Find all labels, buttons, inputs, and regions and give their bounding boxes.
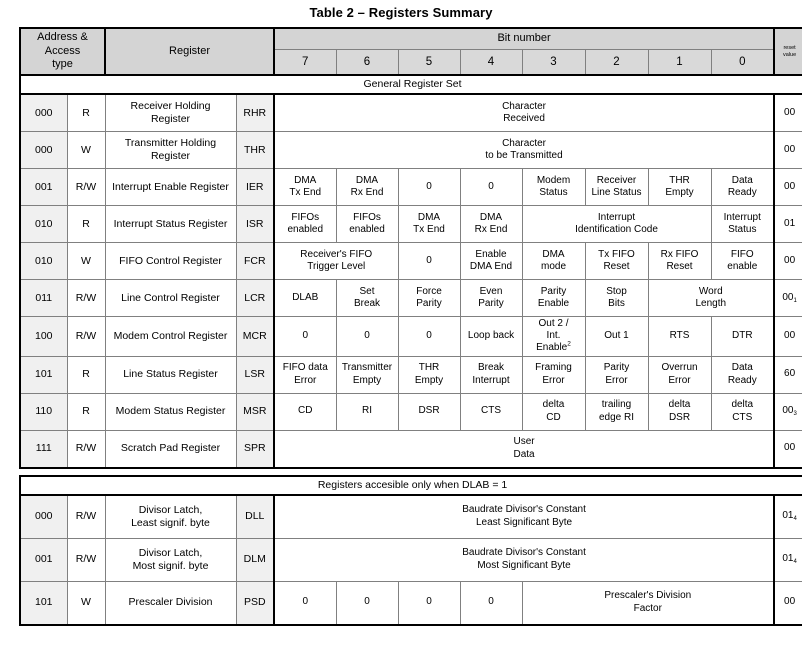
cell-register-mnemonic: IER	[236, 169, 274, 206]
cell-address: 010	[20, 206, 67, 243]
cell-address: 001	[20, 169, 67, 206]
cell-reset-value: 00	[774, 317, 802, 357]
cell-bit-field: Data Ready	[711, 356, 774, 393]
cell-address: 010	[20, 243, 67, 280]
cell-register-mnemonic: FCR	[236, 243, 274, 280]
cell-bit-field: Force Parity	[398, 280, 460, 317]
cell-access-type: R/W	[67, 280, 105, 317]
cell-bit-field: Out 1	[585, 317, 648, 357]
cell-bit-field: 0	[336, 317, 398, 357]
header-address-access: Address & Access type	[20, 28, 105, 75]
cell-bit-field: 0	[398, 169, 460, 206]
cell-bit-field: Transmitter Empty	[336, 356, 398, 393]
cell-address: 000	[20, 132, 67, 169]
cell-bit-field: CD	[274, 393, 336, 430]
cell-bit-span: Baudrate Divisor's Constant Most Significant Byte	[274, 538, 774, 581]
cell-bit-field: Modem Status	[522, 169, 585, 206]
cell-access-type: R/W	[67, 430, 105, 468]
cell-register-mnemonic: MSR	[236, 393, 274, 430]
cell-bit-field: Word Length	[648, 280, 774, 317]
cell-address: 110	[20, 393, 67, 430]
cell-access-type: R	[67, 393, 105, 430]
header-register: Register	[105, 28, 274, 75]
cell-register-name: Transmitter Holding Register	[105, 132, 236, 169]
cell-register-name: Line Control Register	[105, 280, 236, 317]
cell-register-name: FIFO Control Register	[105, 243, 236, 280]
table-row	[20, 169, 802, 206]
cell-register-mnemonic: LSR	[236, 356, 274, 393]
header-bit-4: 4	[460, 50, 522, 76]
cell-bit-field: 0	[336, 581, 398, 625]
cell-bit-field: Prescaler's Division Factor	[522, 581, 774, 625]
cell-bit-field: Out 2 / Int. Enable$^2$	[522, 317, 585, 357]
cell-bit-field: DMA Tx End	[274, 169, 336, 206]
cell-register-name: Line Status Register	[105, 356, 236, 393]
cell-register-mnemonic: RHR	[236, 94, 274, 132]
cell-bit-field: Parity Error	[585, 356, 648, 393]
page-title: Table 2 – Registers Summary	[309, 5, 493, 20]
cell-bit-field: DLAB	[274, 280, 336, 317]
cell-bit-field: Overrun Error	[648, 356, 711, 393]
cell-access-type: R/W	[67, 317, 105, 357]
cell-access-type: W	[67, 132, 105, 169]
cell-bit-field: Even Parity	[460, 280, 522, 317]
cell-bit-field: Tx FIFO Reset	[585, 243, 648, 280]
cell-bit-field: FIFOs enabled	[336, 206, 398, 243]
cell-reset-value: 014	[774, 538, 802, 581]
cell-bit-field: DTR	[711, 317, 774, 357]
band-label-general: General Register Set	[20, 75, 802, 94]
cell-bit-field: 0	[398, 243, 460, 280]
cell-bit-field: Parity Enable	[522, 280, 585, 317]
cell-reset-value: 00	[774, 169, 802, 206]
cell-register-name: Scratch Pad Register	[105, 430, 236, 468]
cell-address: 000	[20, 94, 67, 132]
cell-bit-field: FIFOs enabled	[274, 206, 336, 243]
table-row	[20, 356, 802, 393]
header-bit-7: 7	[274, 50, 336, 76]
cell-address: 000	[20, 495, 67, 539]
cell-bit-field: Break Interrupt	[460, 356, 522, 393]
cell-register-mnemonic: DLL	[236, 495, 274, 539]
cell-reset-value: 014	[774, 495, 802, 539]
cell-access-type: R	[67, 94, 105, 132]
cell-bit-field: FIFO enable	[711, 243, 774, 280]
cell-register-name: Receiver Holding Register	[105, 94, 236, 132]
cell-address: 101	[20, 581, 67, 625]
cell-bit-field: DMA mode	[522, 243, 585, 280]
section-spacer	[20, 468, 802, 476]
cell-address: 111	[20, 430, 67, 468]
cell-bit-field: Framing Error	[522, 356, 585, 393]
table-row	[20, 206, 802, 243]
cell-register-mnemonic: MCR	[236, 317, 274, 357]
cell-bit-field: Rx FIFO Reset	[648, 243, 711, 280]
cell-access-type: R/W	[67, 495, 105, 539]
cell-bit-field: FIFO data Error	[274, 356, 336, 393]
table-row	[20, 243, 802, 280]
cell-bit-field: DMA Rx End	[336, 169, 398, 206]
table-row	[20, 94, 802, 132]
cell-bit-field: delta CD	[522, 393, 585, 430]
cell-bit-span: Character to be Transmitted	[274, 132, 774, 169]
cell-bit-field: 0	[274, 581, 336, 625]
cell-bit-field: 0	[460, 581, 522, 625]
cell-bit-field: THR Empty	[398, 356, 460, 393]
cell-access-type: R	[67, 206, 105, 243]
cell-address: 011	[20, 280, 67, 317]
cell-bit-field: 0	[398, 317, 460, 357]
cell-reset-value: 003	[774, 393, 802, 430]
cell-address: 101	[20, 356, 67, 393]
cell-bit-field: 0	[274, 317, 336, 357]
cell-access-type: R/W	[67, 538, 105, 581]
band-label-dlab: Registers accesible only when DLAB = 1	[20, 476, 802, 495]
cell-bit-span: Character Received	[274, 94, 774, 132]
cell-register-name: Divisor Latch, Least signif. byte	[105, 495, 236, 539]
cell-reset-value: 00	[774, 94, 802, 132]
cell-register-name: Prescaler Division	[105, 581, 236, 625]
table-row	[20, 317, 802, 357]
cell-bit-field: CTS	[460, 393, 522, 430]
cell-bit-field: Enable DMA End	[460, 243, 522, 280]
cell-bit-field: Stop Bits	[585, 280, 648, 317]
band-dlab-registers	[20, 476, 802, 495]
header-bit-1: 1	[648, 50, 711, 76]
cell-access-type: W	[67, 581, 105, 625]
cell-access-type: R	[67, 356, 105, 393]
cell-reset-value: 60	[774, 356, 802, 393]
cell-reset-value: 01	[774, 206, 802, 243]
cell-address: 100	[20, 317, 67, 357]
cell-bit-field: Interrupt Status	[711, 206, 774, 243]
header-bit-6: 6	[336, 50, 398, 76]
cell-bit-field: trailing edge RI	[585, 393, 648, 430]
cell-register-name: Modem Control Register	[105, 317, 236, 357]
header-bit-5: 5	[398, 50, 460, 76]
cell-register-mnemonic: DLM	[236, 538, 274, 581]
band-general-register-set	[20, 75, 802, 94]
table-row	[20, 132, 802, 169]
spacer-cell	[20, 468, 802, 476]
cell-bit-field: Data Ready	[711, 169, 774, 206]
header-bit-number: Bit number	[274, 28, 774, 50]
cell-bit-field: delta DSR	[648, 393, 711, 430]
cell-bit-field: Receiver Line Status	[585, 169, 648, 206]
cell-bit-field: DMA Tx End	[398, 206, 460, 243]
cell-bit-field: RI	[336, 393, 398, 430]
cell-bit-span: User Data	[274, 430, 774, 468]
table-row	[20, 430, 802, 468]
table-row	[20, 538, 802, 581]
cell-register-mnemonic: PSD	[236, 581, 274, 625]
cell-reset-value: 00	[774, 132, 802, 169]
cell-reset-value: 00	[774, 243, 802, 280]
cell-register-name: Interrupt Status Register	[105, 206, 236, 243]
cell-bit-field: 0	[398, 581, 460, 625]
cell-register-name: Divisor Latch, Most signif. byte	[105, 538, 236, 581]
cell-bit-field: RTS	[648, 317, 711, 357]
header-bit-2: 2	[585, 50, 648, 76]
cell-address: 001	[20, 538, 67, 581]
cell-access-type: R/W	[67, 169, 105, 206]
cell-reset-value: 001	[774, 280, 802, 317]
cell-bit-field: Receiver's FIFO Trigger Level	[274, 243, 398, 280]
cell-bit-field: delta CTS	[711, 393, 774, 430]
table-row	[20, 393, 802, 430]
cell-register-mnemonic: LCR	[236, 280, 274, 317]
cell-access-type: W	[67, 243, 105, 280]
cell-bit-span: Baudrate Divisor's Constant Least Significant Byte	[274, 495, 774, 539]
cell-bit-field: DSR	[398, 393, 460, 430]
cell-bit-field: Loop back	[460, 317, 522, 357]
cell-reset-value: 00	[774, 581, 802, 625]
cell-bit-field: 0	[460, 169, 522, 206]
header-bit-0: 0	[711, 50, 774, 76]
header-bit-3: 3	[522, 50, 585, 76]
registers-summary-table	[19, 27, 802, 626]
cell-register-name: Modem Status Register	[105, 393, 236, 430]
cell-bit-field: Set Break	[336, 280, 398, 317]
header-reset-value: reset value	[774, 28, 802, 75]
table-row	[20, 280, 802, 317]
cell-reset-value: 00	[774, 430, 802, 468]
cell-register-name: Interrupt Enable Register	[105, 169, 236, 206]
cell-register-mnemonic: ISR	[236, 206, 274, 243]
cell-register-mnemonic: THR	[236, 132, 274, 169]
table-row	[20, 581, 802, 625]
cell-bit-field: THR Empty	[648, 169, 711, 206]
table-row	[20, 495, 802, 539]
cell-bit-field: Interrupt Identification Code	[522, 206, 711, 243]
cell-register-mnemonic: SPR	[236, 430, 274, 468]
cell-bit-field: DMA Rx End	[460, 206, 522, 243]
table-header-row-1	[20, 28, 802, 50]
